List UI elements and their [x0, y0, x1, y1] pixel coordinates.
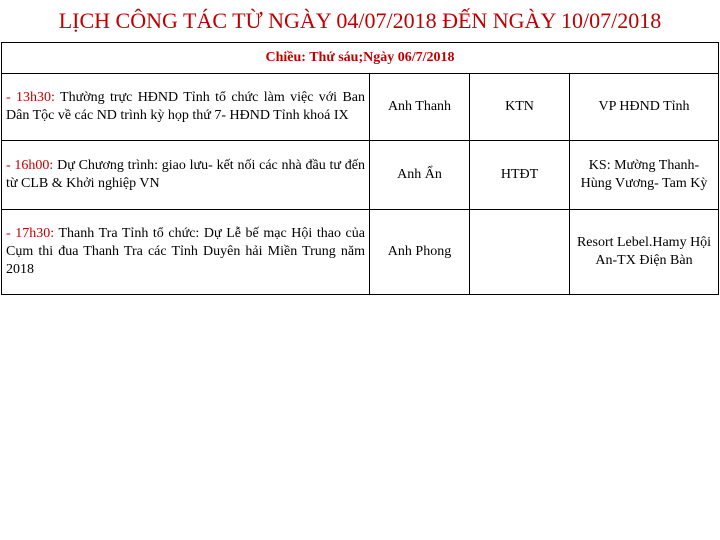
event-description: Thanh Tra Tỉnh tổ chức: Dự Lễ bế mạc Hội thao của Cụm thi đua Thanh Tra các Tỉnh Duyên hải Miền Trung năm 2018: [6, 226, 365, 277]
event-time: - 17h30:: [6, 226, 55, 241]
event-content-cell: [2, 210, 370, 295]
person-cell: Anh Thanh: [370, 74, 470, 141]
person-cell: Anh Ẩn: [370, 141, 470, 210]
location-cell: Resort Lebel.Hamy Hội An-TX Điện Bàn: [570, 210, 719, 295]
unit-cell: [470, 210, 570, 295]
session-header-row: [2, 43, 719, 74]
table-row: [2, 210, 719, 295]
unit-cell: KTN: [470, 74, 570, 141]
table-row: [2, 141, 719, 210]
schedule-table: [1, 42, 719, 295]
person-cell: Anh Phong: [370, 210, 470, 295]
event-description: Thường trực HĐND Tỉnh tổ chức làm việc với Ban Dân Tộc về các ND trình kỳ họp thứ 7- HĐND Tỉnh khoá IX: [6, 90, 365, 123]
page-title: LỊCH CÔNG TÁC TỪ NGÀY 04/07/2018 ĐẾN NGÀY 10/07/2018: [58, 8, 662, 33]
event-content-cell: [2, 141, 370, 210]
event-description: Dự Chương trình: giao lưu- kết nối các nhà đầu tư đến từ CLB & Khởi nghiệp VN: [6, 158, 365, 191]
session-header: Chiều: Thứ sáu;Ngày 06/7/2018: [2, 43, 719, 74]
unit-cell: HTĐT: [470, 141, 570, 210]
event-content-cell: [2, 74, 370, 141]
location-cell: VP HĐND Tỉnh: [570, 74, 719, 141]
event-time: - 16h00:: [6, 158, 54, 173]
location-cell: KS: Mường Thanh- Hùng Vương- Tam Kỳ: [570, 141, 719, 210]
event-time: - 13h30:: [6, 90, 55, 105]
table-row: [2, 74, 719, 141]
